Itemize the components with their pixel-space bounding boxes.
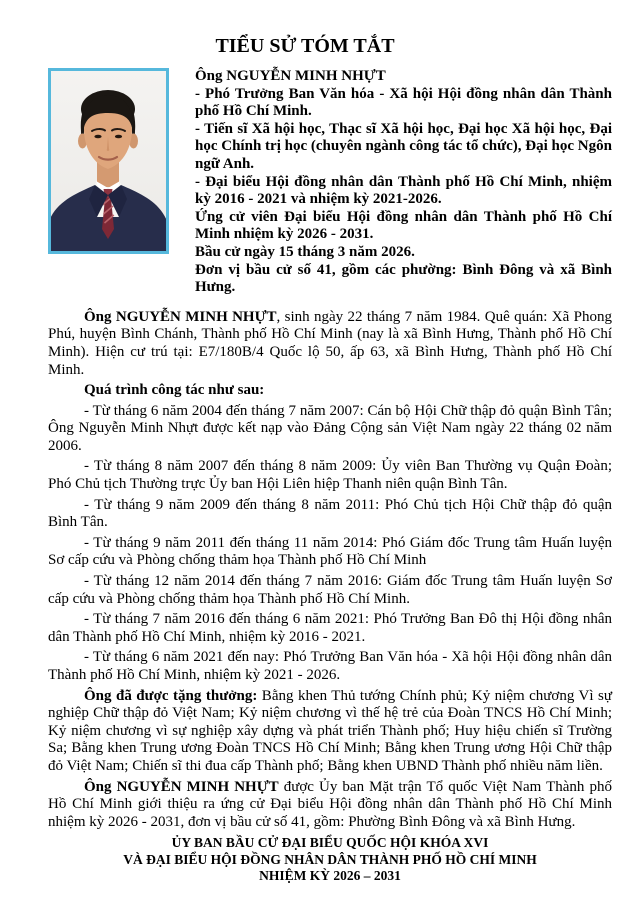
paragraph-text: - Từ tháng 6 năm 2021 đến nay: Phó Trưởng Ban Văn hóa - Xã hội Hội đồng nhân dân Thành phố Hồ Chí Minh, nhiệm kỳ 2021 - 2026. [48, 649, 612, 683]
paragraph-personal-info [48, 309, 612, 379]
paragraph-lead: Quá trình công tác như sau: [84, 382, 265, 399]
footer-committee [48, 835, 612, 884]
portrait-photo-image [51, 71, 166, 251]
intro-line-position: - Phó Trưởng Ban Văn hóa - Xã hội Hội đồng nhân dân Thành phố Hồ Chí Minh. [195, 85, 612, 120]
intro-line-election-unit: Đơn vị bầu cử số 41, gồm các phường: Bình Đông và xã Bình Hưng. [195, 261, 612, 296]
paragraph-text: Bằng khen Thủ tướng Chính phủ; Kỷ niệm chương Vì sự nghiệp Chữ thập đỏ Việt Nam; Kỷ niệm chương vì thế hệ trẻ của Đoàn TNCS Hồ Chí Minh; Kỷ niệm chương vì sự nghiệp xây dựng và phát triển Thành phố; Huy hiệu chiến sĩ Trường Sa; Bằng khen Trung ương Đoàn TNCS Hồ Chí Minh; Bằng khen Trung ương Hội Chữ thập đỏ Việt Nam; Chiến sĩ thi đua cấp Thành phố; Bằng khen UBND Thành phố nhiều năm liền. [48, 687, 612, 774]
career-item-2021-now [48, 649, 612, 684]
footer-line-term: NHIỆM KỲ 2026 – 2031 [259, 867, 401, 883]
intro-section [48, 68, 612, 297]
paragraph-text: - Từ tháng 7 năm 2016 đến tháng 6 năm 2021: Phó Trưởng Ban Đô thị Hội đồng nhân dân Thành phố Hồ Chí Minh, nhiệm kỳ 2016 - 2021. [48, 611, 612, 645]
intro-line-delegate: - Đại biểu Hội đồng nhân dân Thành phố Hồ Chí Minh, nhiệm kỳ 2016 - 2021 và nhiệm kỳ 2021-2026. [195, 173, 612, 208]
paragraph-lead: Ông NGUYỄN MINH NHỰT [84, 778, 279, 795]
candidate-name: Ông NGUYỄN MINH NHỰT [195, 68, 386, 84]
career-heading [48, 382, 612, 400]
biography-body [48, 309, 612, 832]
intro-line-candidate: Ứng cử viên Đại biểu Hội đồng nhân dân Thành phố Hồ Chí Minh nhiệm kỳ 2026 - 2031. [195, 208, 612, 243]
paragraph-lead: Ông NGUYỄN MINH NHỰT [84, 308, 277, 325]
footer-line-council: VÀ ĐẠI BIỂU HỘI ĐỒNG NHÂN DÂN THÀNH PHỐ HỒ CHÍ MINH [123, 851, 537, 867]
career-item-2007-2009 [48, 458, 612, 493]
paragraph-text: - Từ tháng 8 năm 2007 đến tháng 8 năm 2009: Ủy viên Ban Thường vụ Quận Đoàn; Phó Chủ tịch Thường trực Ủy ban Hội Liên hiệp Thanh niên quận Bình Tân. [48, 458, 612, 493]
paragraph-text: - Từ tháng 9 năm 2011 đến tháng 11 năm 2014: Phó Giám đốc Trung tâm Huấn luyện Sơ cấp cứu và Phòng chống thảm họa Thành phố Hồ Chí Minh [48, 534, 612, 569]
intro-line-education: - Tiến sĩ Xã hội học, Thạc sĩ Xã hội học, Đại học Xã hội học, Đại học Chính trị học (chuyên ngành công tác tổ chức), Đại học Ngôn ngữ Anh. [195, 120, 612, 172]
paragraph-lead: Ông đã được tặng thưởng: [84, 687, 258, 704]
intro-line-election-date: Bầu cử ngày 15 tháng 3 năm 2026. [195, 243, 415, 260]
paragraph-text: - Từ tháng 6 năm 2004 đến tháng 7 năm 2007: Cán bộ Hội Chữ thập đỏ quận Bình Tân; Ông Nguyễn Minh Nhựt được kết nạp vào Đảng Cộng sản Việt Nam ngày 22 tháng 02 năm 2006. [48, 402, 612, 454]
footer-line-committee: ỦY BAN BẦU CỬ ĐẠI BIỂU QUỐC HỘI KHÓA XVI [171, 835, 489, 851]
intro-text-block [195, 68, 612, 297]
career-item-2016-2021 [48, 611, 612, 646]
career-item-2004-2007 [48, 403, 612, 456]
portrait-photo [48, 68, 169, 254]
career-item-2014-2016 [48, 573, 612, 608]
career-item-2011-2014 [48, 535, 612, 570]
paragraph-awards [48, 688, 612, 776]
paragraph-text: , sinh ngày 22 tháng 7 năm 1984. Quê quán: Xã Phong Phú, huyện Bình Chánh, Thành phố Hồ Chí Minh (nay là xã Bình Hưng, Thành phố Hồ Chí Minh). Hiện cư trú tại: E7/180B/4 Quốc lộ 50, ấp 63, xã Bình Hưng, Thành phố Hồ Chí Minh. [48, 308, 612, 378]
career-item-2009-2011 [48, 497, 612, 532]
paragraph-nomination [48, 779, 612, 832]
paragraph-text: - Từ tháng 12 năm 2014 đến tháng 7 năm 2016: Giám đốc Trung tâm Huấn luyện Sơ cấp cứu và Phòng chống thảm họa Thành phố Hồ Chí Minh. [48, 573, 612, 607]
paragraph-text: - Từ tháng 9 năm 2009 đến tháng 8 năm 2011: Phó Chủ tịch Hội Chữ thập đỏ quận Bình Tân. [48, 496, 612, 531]
page-title: TIỂU SỬ TÓM TẮT [215, 35, 395, 57]
paragraph-text: được Ủy ban Mặt trận Tổ quốc Việt Nam Thành phố Hồ Chí Minh giới thiệu ra ứng cử Đại biểu Hội đồng nhân dân Thành phố Hồ Chí Minh nhiệm kỳ 2026 - 2031, đơn vị bầu cử số 41, gồm: Phường Bình Đông và xã Bình Hưng. [48, 778, 612, 830]
